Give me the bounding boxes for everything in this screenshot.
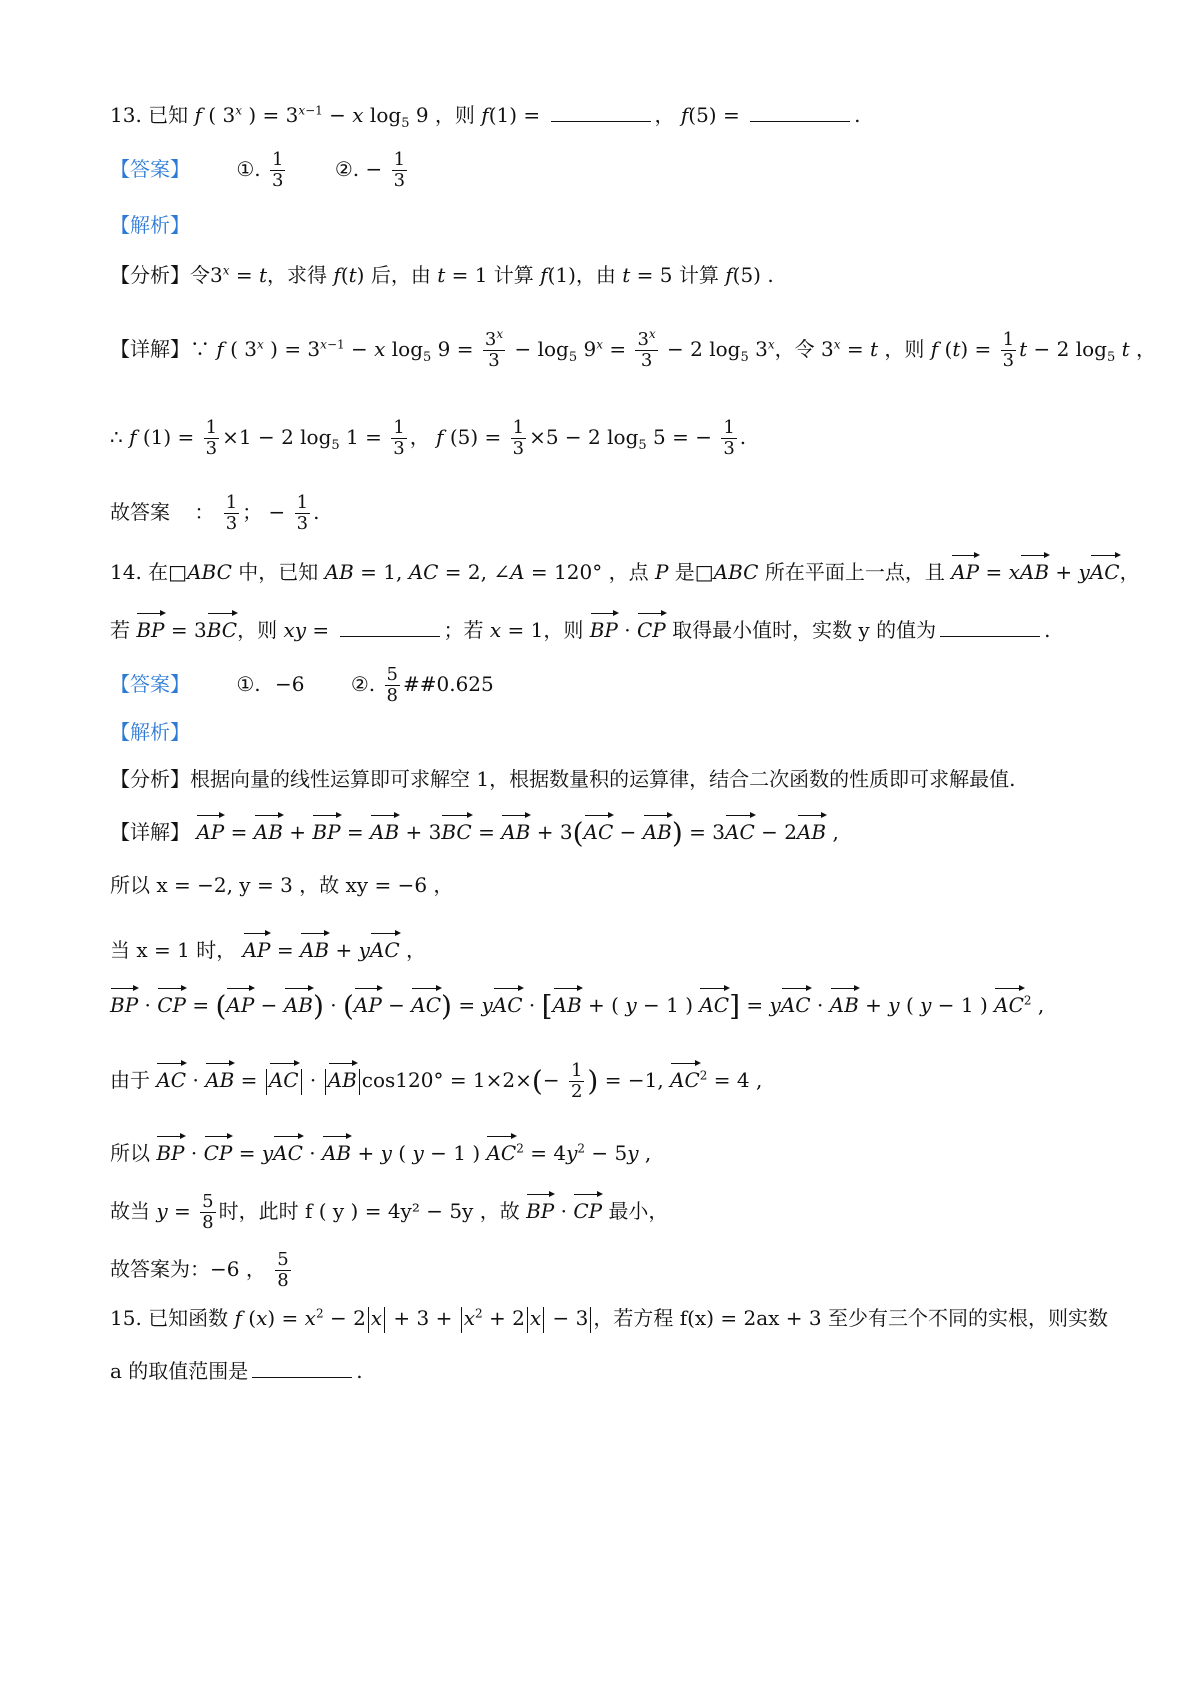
question-number: 15. xyxy=(110,1306,142,1330)
q14-answer: 【答案】 ①. −6 ②. $\frac{5}{8}$ ##0.625 xyxy=(110,664,494,706)
answer-blank-3[interactable] xyxy=(340,616,440,637)
q13-stem: 13. 已知 f ( 3$^x$ ) = $3^{x-1} - x$ $\log_5 9$ ，则 f(1) = ， f(5) = . xyxy=(110,103,861,131)
question-number: 14. xyxy=(110,560,142,584)
q13-answer: 【答案】 ①. $\frac{1}{3}$ ②. − $\frac{1}{3}$ xyxy=(110,149,406,191)
q14-jiexi xyxy=(110,718,190,746)
q14-detail-4: BP · CP = (AP − AB) · (AP − AC) = yAC · [AB + ( y − 1 ) AC] = yAC · AB + y ( y − 1 ) $AC^2$ , xyxy=(110,985,1044,1021)
q14-stem: 14. 在□ABC 中，已知 AB = 1, AC = 2, ∠A = 120° ，点 P 是□ABC 所在平面上一点，且 AP = xAB + yAC， xyxy=(110,552,1140,586)
q15-stem: 15. 已知函数 f $(x) = x^2 - 2$ $x + 3 + x^2 + 2$ x − 3 ，若方程 f(x) = 2ax + 3 至少有三个不同的实根，则实数 xyxy=(110,1304,1108,1333)
q13-conclusion: 故答案 ： $\frac{1}{3}$ ； − $\frac{1}{3}$ . xyxy=(110,492,320,534)
q13-detail-1: 【详解】∵ f ( 3$^x$ ) = $3^{x-1} - x$ $\log_5 9$ = $\frac{3^x}{3}$ − $\log_5 9^x$ = $\frac{3^x}{3}$ − 2 $\log_5 3^x$，令 $3^x = t$ ，则 f (t) = $\frac{1}{3}$ t − 2 $\log_5 t$ ， xyxy=(110,327,1157,371)
answer-blank-1[interactable] xyxy=(551,101,651,122)
answer-tag: 【答案】 xyxy=(110,672,190,696)
answer-blank-5[interactable] xyxy=(252,1357,352,1378)
answer-blank-2[interactable] xyxy=(750,101,850,122)
q13-jiexi xyxy=(110,211,190,239)
q14-detail-5: 由于 AC · AB = AC · AB cos120° = 1×2×(− $\frac{1}{2}$ ) = −1, $AC^2 = 4$ , xyxy=(110,1060,763,1102)
q14-detail-7: 故当 y = $\frac{5}{8}$ 时，此时 f ( y ) = 4y² − 5y ，故 BP · CP 最小， xyxy=(110,1191,669,1233)
q14-detail-6: 所以 BP · CP = yAC · AB + y ( y − 1 ) $AC^2 = 4y^2 - 5y$ , xyxy=(110,1133,651,1167)
answer-tag: 【答案】 xyxy=(110,157,190,181)
q14-fenxi: 【分析】根据向量的线性运算即可求解空 1，根据数量积的运算律，结合二次函数的性质即可求解最值. xyxy=(110,767,1016,791)
q13-detail-2: ∴ f (1) = $\frac{1}{3}$ ×1 − 2 $\log_5 1$ = $\frac{1}{3}$ ， f (5) = $\frac{1}{3}$ ×5 − 2 $\log_5 5$ = − $\frac{1}{3}$ . xyxy=(110,417,747,459)
q14-detail-2: 所以 x = −2, y = 3 ，故 xy = −6 ， xyxy=(110,873,454,897)
q13-fenxi: 【分析】令$3^x = t$，求得 f(t) 后，由 t = 1 计算 f(1)，由 t = 5 计算 f(5) . xyxy=(110,263,774,287)
answer-blank-4[interactable] xyxy=(940,616,1040,637)
q14-detail-1: 【详解】 AP = AB + BP = AB + 3BC = AB + 3(AC − AB) = 3AC − 2AB , xyxy=(110,812,839,848)
analysis-tag: 【解析】 xyxy=(110,720,190,744)
q15-stem-2: a 的取值范围是 . xyxy=(110,1359,363,1383)
analysis-tag: 【解析】 xyxy=(110,213,190,237)
question-number: 13. xyxy=(110,103,142,127)
q14-final: 故答案为：−6 ， $\frac{5}{8}$ xyxy=(110,1249,289,1291)
q14-detail-3: 当 x = 1 时， AP = AB + yAC ， xyxy=(110,930,426,964)
q14-stem-2: 若 BP = 3BC，则 xy = ；若 x = 1，则 BP · CP 取得最小值时，实数 y 的值为 . xyxy=(110,610,1050,644)
